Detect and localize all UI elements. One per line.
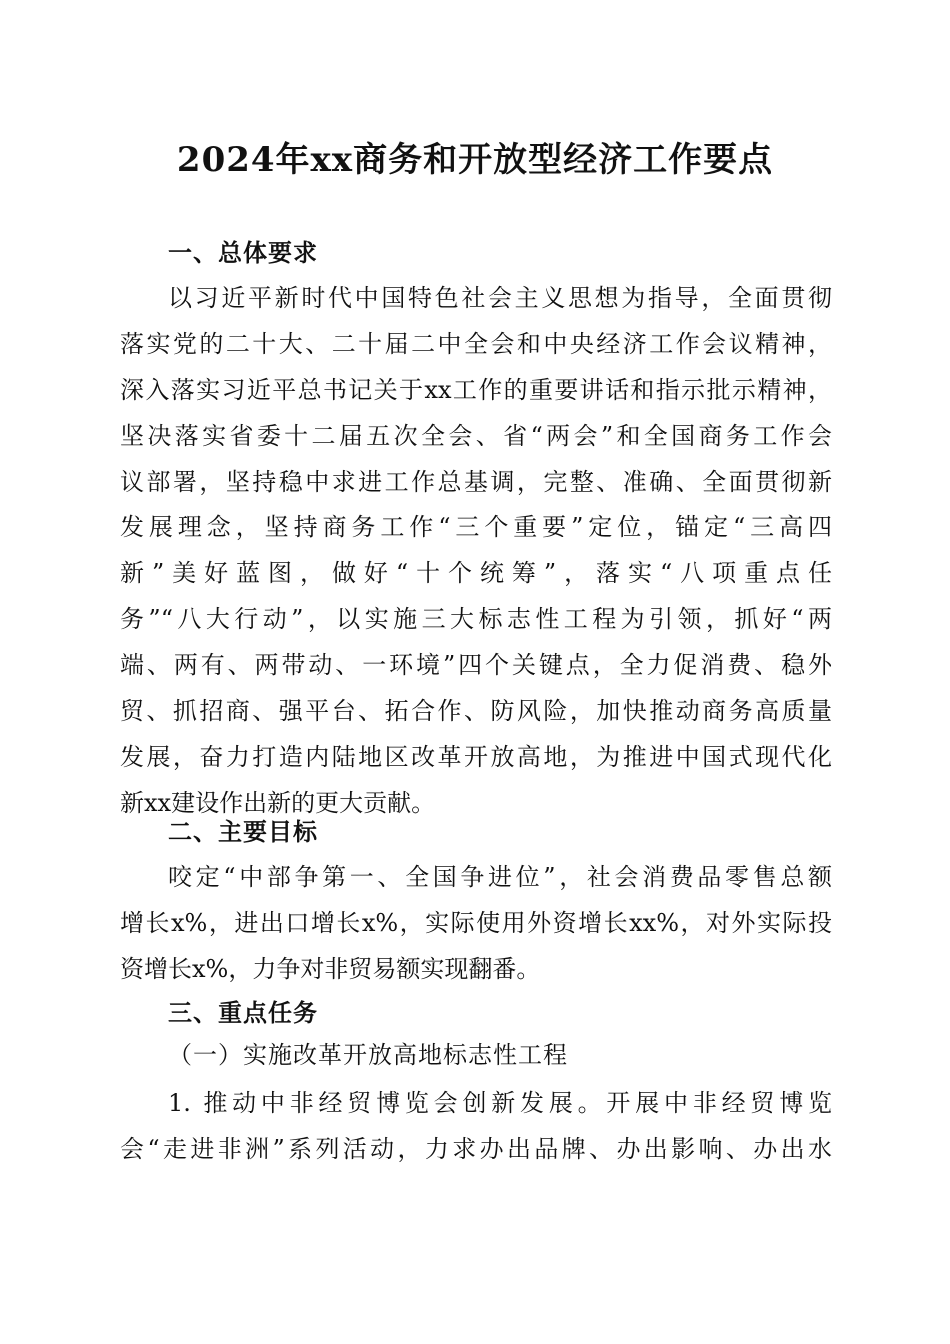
paragraph-line: 以习近平新时代中国特色社会主义思想为指导，全面贯彻: [168, 284, 832, 312]
subsection-heading: （一）实施改革开放高地标志性工程: [168, 1041, 568, 1069]
paragraph-line: 增长x%，进出口增长x%，实际使用外资增长xx%，对外实际投: [120, 908, 832, 937]
paragraph-line: 深入落实习近平总书记关于xx工作的重要讲话和指示批示精神，: [120, 375, 832, 404]
section-heading-overall-requirements: 一、总体要求: [168, 239, 318, 267]
section-heading-main-goals: 二、主要目标: [168, 818, 318, 846]
paragraph-line: 端、两有、两带动、一环境”四个关键点，全力促消费、稳外: [120, 651, 832, 680]
paragraph-line: 议部署，坚持稳中求进工作总基调，完整、准确、全面贯彻新: [120, 467, 832, 496]
paragraph-main-goals: [120, 855, 832, 993]
paragraph-line: 新xx建设作出新的更大贡献。: [120, 788, 436, 817]
paragraph-line: 发展，奋力打造内陆地区改革开放高地，为推进中国式现代化: [120, 742, 832, 771]
document-title: 2024年xx商务和开放型经济工作要点: [176, 140, 774, 180]
paragraph-line: 贸、抓招商、强平台、拓合作、防风险，加快推动商务高质量: [120, 697, 832, 726]
paragraph-line: 发展理念，坚持商务工作“三个重要”定位，锚定“三高四: [120, 513, 832, 542]
paragraph-line: 坚决落实省委十二届五次全会、省“两会”和全国商务工作会: [120, 421, 832, 450]
paragraph-line: 务”“八大行动”，以实施三大标志性工程为引领，抓好“两: [120, 605, 832, 634]
paragraph-line: 资增长x%，力争对非贸易额实现翻番。: [120, 954, 541, 983]
paragraph-overall-requirements: [120, 276, 832, 827]
paragraph-line: 咬定“中部争第一、全国争进位”，社会消费品零售总额: [168, 863, 832, 891]
paragraph-line: 1. 推动中非经贸博览会创新发展。开展中非经贸博览: [168, 1089, 832, 1117]
paragraph-line: 新”美好蓝图，做好“十个统筹”，落实“八项重点任: [120, 559, 832, 588]
paragraph-line: 会“走进非洲”系列活动，力求办出品牌、办出影响、办出水: [120, 1134, 832, 1163]
paragraph-line: 落实党的二十大、二十届二中全会和中央经济工作会议精神，: [120, 329, 832, 358]
paragraph-key-tasks: [120, 1081, 832, 1173]
section-heading-key-tasks: 三、重点任务: [168, 999, 318, 1027]
